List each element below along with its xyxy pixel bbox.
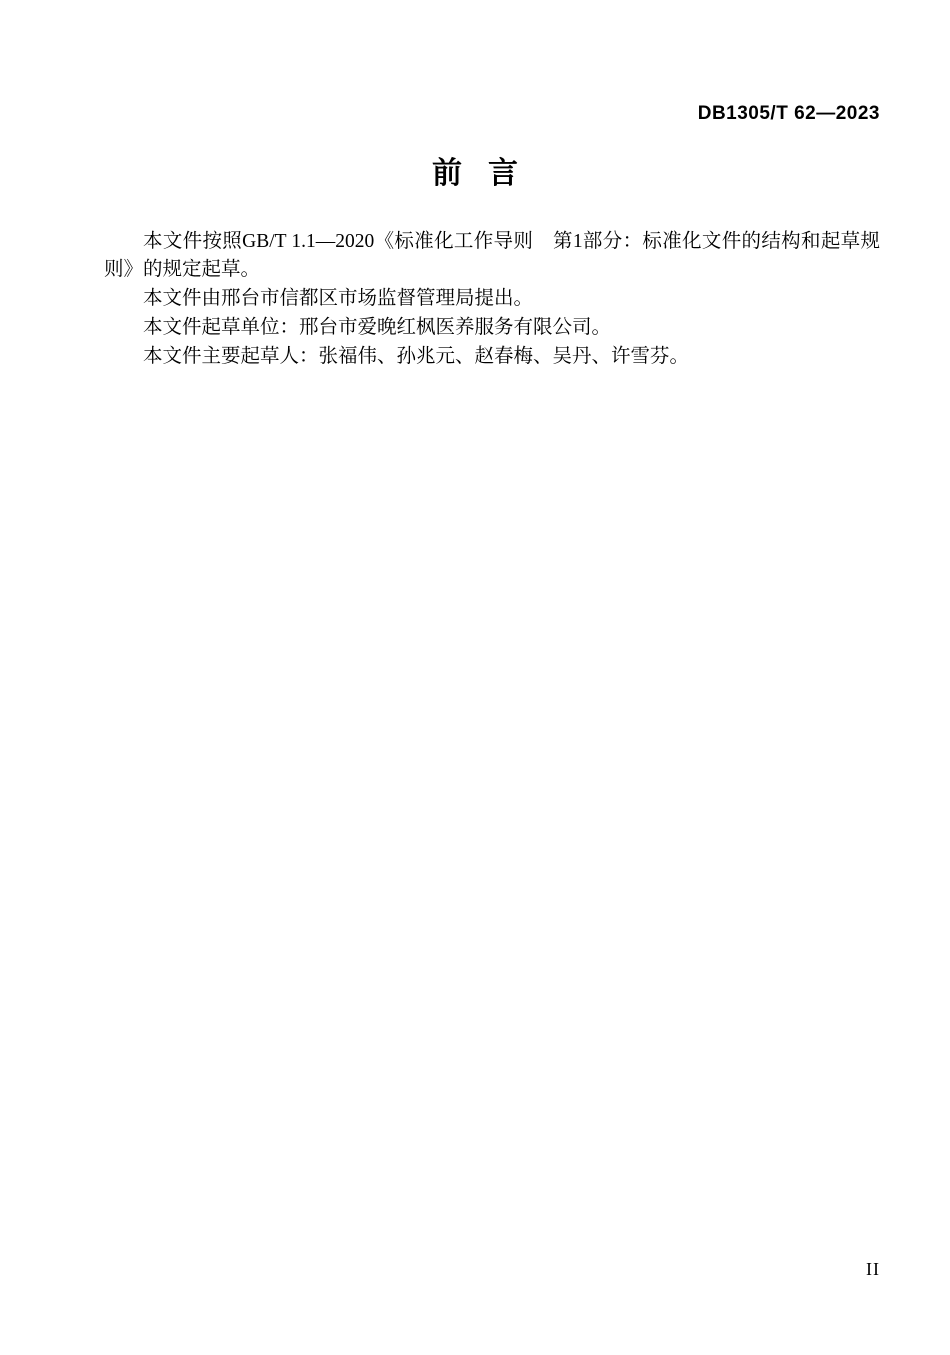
standard-code-header: DB1305/T 62—2023 bbox=[697, 103, 880, 124]
paragraph-proposer: 本文件由邢台市信都区市场监督管理局提出。 bbox=[143, 288, 534, 309]
paragraph-main-drafters: 本文件主要起草人：张福伟、孙兆元、赵春梅、吴丹、许雪芬。 bbox=[143, 346, 690, 367]
page-number: II bbox=[866, 1259, 880, 1279]
paragraph-drafting-organization: 本文件起草单位：邢台市爱晚红枫医养服务有限公司。 bbox=[143, 317, 612, 338]
foreword-body bbox=[104, 228, 880, 372]
page-title: 前言 bbox=[432, 157, 544, 190]
paragraph-scope-basis: 本文件按照GB/T 1.1—2020《标准化工作导则 第1部分：标准化文件的结构和起草规则》的规定起草。 bbox=[104, 231, 880, 280]
